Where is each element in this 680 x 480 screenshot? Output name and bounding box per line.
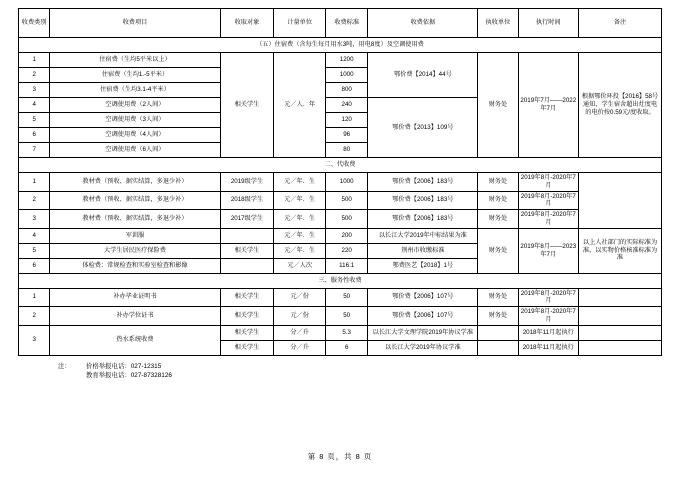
- row-basis: 以长江大学2019年协议学准: [368, 340, 478, 355]
- row-number: 3: [19, 210, 50, 229]
- table-row: [19, 173, 662, 192]
- row-time: 2018年11月起执行: [518, 340, 578, 355]
- row-unit: 元／人次: [274, 258, 326, 273]
- row-number: 7: [19, 143, 50, 158]
- row-standard: 80: [325, 143, 368, 158]
- row-dept: 财务处: [478, 173, 518, 192]
- row-item: 住宿费（生均5平米以上）: [50, 53, 220, 68]
- row-basis: 鄂价费【2006】107号: [368, 288, 478, 307]
- column-header-item: 收费项目: [50, 9, 220, 38]
- footnote: [58, 362, 662, 381]
- row-target: 相关学生: [220, 325, 274, 340]
- row-item: 教材费（预收、据实结算，多退少补）: [50, 173, 220, 192]
- row-basis: 鄂价费【2006】183号: [368, 173, 478, 192]
- row-standard: 6: [325, 340, 368, 355]
- row-dept: 财务处: [478, 307, 518, 326]
- row-item: 热水系统收费: [50, 325, 220, 355]
- row-number: 3: [19, 325, 50, 355]
- section-title: 二、代收费: [19, 158, 662, 173]
- row-basis: 鄂费医艺【2018】1号: [368, 258, 478, 273]
- row-basis: 鄂价费【2014】44号: [368, 53, 478, 98]
- row-remark: 以上人社部门的实际标准为准，以实物价格核准标准为准: [579, 228, 662, 273]
- row-number: 3: [19, 83, 50, 98]
- row-time: 2018年11月起执行: [518, 325, 578, 340]
- column-header-time: 执行时间: [518, 9, 578, 38]
- row-item: 空调使用费（2人间）: [50, 98, 220, 113]
- row-number: 6: [19, 128, 50, 143]
- row-target: 2017级学生: [220, 210, 274, 229]
- page-number: 第 8 页，共 8 页: [307, 452, 373, 461]
- row-number: 2: [19, 191, 50, 210]
- row-standard: 96: [325, 128, 368, 143]
- row-number: 1: [19, 53, 50, 68]
- row-time: 2019年8月-2020年7月: [518, 307, 578, 326]
- table-body: [19, 38, 662, 356]
- row-time: 2019年7月——2022年7月: [518, 53, 578, 158]
- row-basis: 鄂价费【2006】183号: [368, 191, 478, 210]
- table-row: [19, 191, 662, 210]
- row-number: 5: [19, 243, 50, 258]
- footnote-label: 注：: [58, 362, 71, 370]
- row-target: 相关学生: [220, 307, 274, 326]
- row-item: 空调使用费（3人间）: [50, 113, 220, 128]
- row-dept: [478, 340, 518, 355]
- row-number: 4: [19, 98, 50, 113]
- row-number: 1: [19, 173, 50, 192]
- row-target: [220, 258, 274, 273]
- column-header-basis: 收费依据: [368, 9, 478, 38]
- table-header: [19, 9, 662, 38]
- row-number: 2: [19, 307, 50, 326]
- row-standard: 800: [325, 83, 368, 98]
- row-item: 空调使用费（4人间）: [50, 128, 220, 143]
- table-header-row: [19, 9, 662, 38]
- row-standard: 200: [325, 228, 368, 243]
- row-item: 体检费：常规检查和实验室检查和影像: [50, 258, 220, 273]
- table-row: [19, 210, 662, 229]
- row-target: [220, 228, 274, 243]
- row-basis: 鄂价费【2006】183号: [368, 210, 478, 229]
- row-remark: [579, 173, 662, 229]
- table-row: [19, 325, 662, 340]
- footnote-line: 教育举报电话：027-87328126: [86, 372, 172, 380]
- row-basis: 以长江大学2019年中标结果为准: [368, 228, 478, 243]
- row-item: 空调使用费（6人间）: [50, 143, 220, 158]
- row-target: 相关学生: [220, 288, 274, 307]
- row-unit: 元／年．生: [274, 210, 326, 229]
- row-basis: 以长江大学文理学院2019年协议学准: [368, 325, 478, 340]
- row-time: 2019年8月——2023年7月: [518, 228, 578, 273]
- column-header-target: 收取对象: [220, 9, 274, 38]
- row-target: 相关学生: [220, 340, 274, 355]
- section-title: 三、服务性收费: [19, 273, 662, 288]
- section-title-row: [19, 273, 662, 288]
- row-unit: 元／份: [274, 307, 326, 326]
- row-dept: 财务处: [478, 210, 518, 229]
- row-dept: [478, 325, 518, 340]
- row-unit: 元／年．生: [274, 243, 326, 258]
- row-item: 教材费（预收、据实结算，多退少补）: [50, 210, 220, 229]
- row-number: 6: [19, 258, 50, 273]
- row-item: 军训服: [50, 228, 220, 243]
- row-time: 2019年8月-2020年7月: [518, 210, 578, 229]
- row-remark: [579, 307, 662, 326]
- row-item: 补办学位证书: [50, 307, 220, 326]
- table-row: [19, 228, 662, 243]
- row-unit: 分／升: [274, 340, 326, 355]
- row-standard: 50: [325, 288, 368, 307]
- row-target: 相关学生: [220, 243, 274, 258]
- row-standard: 1000: [325, 68, 368, 83]
- row-unit: 元／年．生: [274, 173, 326, 192]
- row-standard: 5.3: [325, 325, 368, 340]
- row-basis: 荆州市收缴标准: [368, 243, 478, 258]
- column-header-dept: 执收单位: [478, 9, 518, 38]
- row-item: 教材费（预收、据实结算，多退少补）: [50, 191, 220, 210]
- row-target: 2018级学生: [220, 191, 274, 210]
- row-standard: 500: [325, 210, 368, 229]
- row-number: 1: [19, 288, 50, 307]
- row-standard: 220: [325, 243, 368, 258]
- row-number: 5: [19, 113, 50, 128]
- row-basis: 鄂价费【2006】107号: [368, 307, 478, 326]
- row-standard: 120: [325, 113, 368, 128]
- row-unit: 元／年．生: [274, 228, 326, 243]
- row-dept: 财务处: [478, 288, 518, 307]
- row-item: 住宿费（生均1.-5平米）: [50, 68, 220, 83]
- row-target: 相关学生: [220, 53, 274, 158]
- row-number: 2: [19, 68, 50, 83]
- section-title: （五）住宿费（含每生每月用水3吨，用电8度）及空调使用费: [19, 38, 662, 53]
- column-header-unit: 计量单位: [274, 9, 326, 38]
- row-unit: 分／升: [274, 325, 326, 340]
- row-standard: 1000: [325, 173, 368, 192]
- row-dept: 财务处: [478, 191, 518, 210]
- footnote-line: 价格举报电话：027-12315: [86, 362, 162, 370]
- row-standard: 500: [325, 191, 368, 210]
- column-header-remark: 备注: [579, 9, 662, 38]
- row-dept: 财务处: [478, 53, 518, 158]
- row-number: 4: [19, 228, 50, 243]
- row-unit: 元／年．生: [274, 191, 326, 210]
- section-title-row: [19, 38, 662, 53]
- fee-schedule-table: [18, 8, 662, 356]
- row-time: 2019年8月-2020年7月: [518, 191, 578, 210]
- row-remark: [579, 340, 662, 355]
- row-unit: 元／份: [274, 288, 326, 307]
- table-row: [19, 307, 662, 326]
- row-remark: [579, 325, 662, 340]
- row-standard: 240: [325, 98, 368, 113]
- row-time: 2019年8月-2020年7月: [518, 173, 578, 192]
- row-item: 住宿费（生均3.1-4平米）: [50, 83, 220, 98]
- row-basis: 鄂价费【2013】109号: [368, 98, 478, 158]
- row-item: 大学生居民医疗保险费: [50, 243, 220, 258]
- row-dept: 财务处: [478, 228, 518, 273]
- row-remark: [579, 288, 662, 307]
- table-row: [19, 288, 662, 307]
- row-unit: 元／人．年: [274, 53, 326, 158]
- column-header-standard: 收费标准: [325, 9, 368, 38]
- row-standard: 1200: [325, 53, 368, 68]
- table-row: [19, 53, 662, 68]
- row-standard: 116.1: [325, 258, 368, 273]
- row-target: 2019级学生: [220, 173, 274, 192]
- row-remark: 根据鄂价环投【2016】58号通知，学生宿舍超出灶度电的电价按0.59元/度收取。: [579, 53, 662, 158]
- row-item: 补办毕业证明书: [50, 288, 220, 307]
- column-header-category: 收费类别: [19, 9, 50, 38]
- footnote-body: [86, 362, 172, 381]
- section-title-row: [19, 158, 662, 173]
- row-standard: 50: [325, 307, 368, 326]
- row-time: 2019年8月-2020年7月: [518, 288, 578, 307]
